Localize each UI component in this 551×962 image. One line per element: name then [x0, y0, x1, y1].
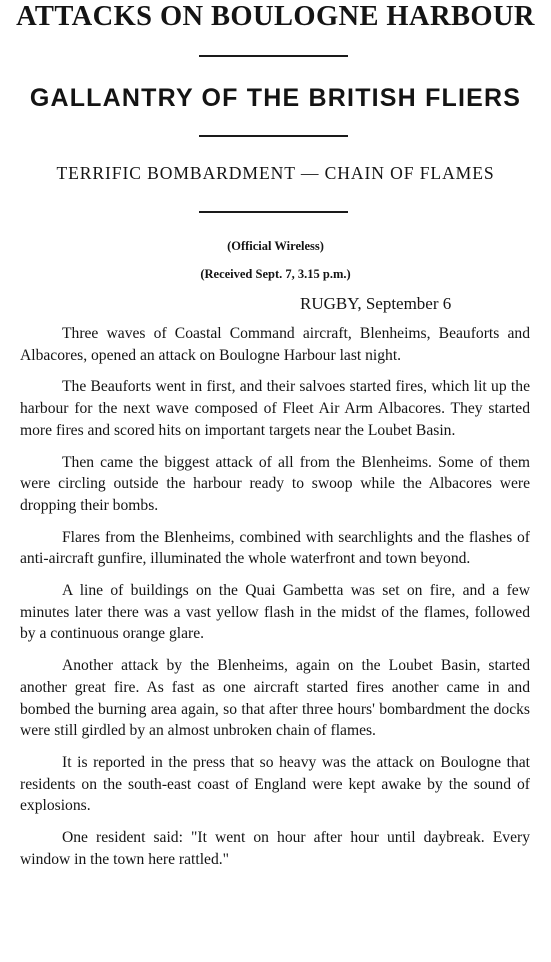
article-paragraph: Three waves of Coastal Command aircraft, Blenheims, Beauforts and Albacores, opened an attack on Boulogne Harbour last night.	[20, 325, 530, 364]
headline-divider	[199, 211, 348, 213]
article-body	[20, 323, 530, 870]
article-paragraph: The Beauforts went in first, and their salvoes started fires, which lit up the harbour for the next wave composed of Fleet Air Arm Albacores. They started more fires and scored hits on important targets near the Loubet Basin.	[20, 378, 530, 439]
sub-headline: GALLANTRY OF THE BRITISH FLIERS	[29, 84, 522, 112]
source-note: (Official Wireless)	[227, 239, 324, 253]
article-paragraph: It is reported in the press that so heavy was the attack on Boulogne that residents on the south-east coast of England were kept awake by the sound of explosions.	[20, 753, 530, 815]
article-paragraph: One resident said: "It went on hour after hour until daybreak. Every window in the town here rattled."	[20, 829, 530, 868]
headline-divider	[199, 135, 348, 137]
dateline: RUGBY, September 6	[300, 294, 452, 313]
received-note: (Received Sept. 7, 3.15 p.m.)	[200, 267, 351, 281]
article-paragraph: A line of buildings on the Quai Gambetta was set on fire, and a few minutes later there was a vast yellow flash in the midst of the flames, followed by a continuous orange glare.	[20, 582, 530, 643]
headline-divider	[199, 55, 348, 57]
tertiary-headline: TERRIFIC BOMBARDMENT — CHAIN OF FLAMES	[56, 163, 495, 183]
article-paragraph: Flares from the Blenheims, combined with searchlights and the flashes of anti-aircraft gunfire, illuminated the whole waterfront and town beyond.	[20, 528, 530, 568]
article-paragraph: Then came the biggest attack of all from the Blenheims. Some of them were circling outside the harbour ready to swoop while the Albacores were dropping their bombs.	[20, 453, 530, 514]
article-paragraph: Another attack by the Blenheims, again on the Loubet Basin, started another great fire. As fast as one aircraft started fires another came in and bombed the burning area again, so that after three hours' bombardment the docks were still girdled by an almost unbroken chain of flames.	[20, 657, 530, 740]
main-headline: ATTACKS ON BOULOGNE HARBOUR	[16, 1, 535, 32]
